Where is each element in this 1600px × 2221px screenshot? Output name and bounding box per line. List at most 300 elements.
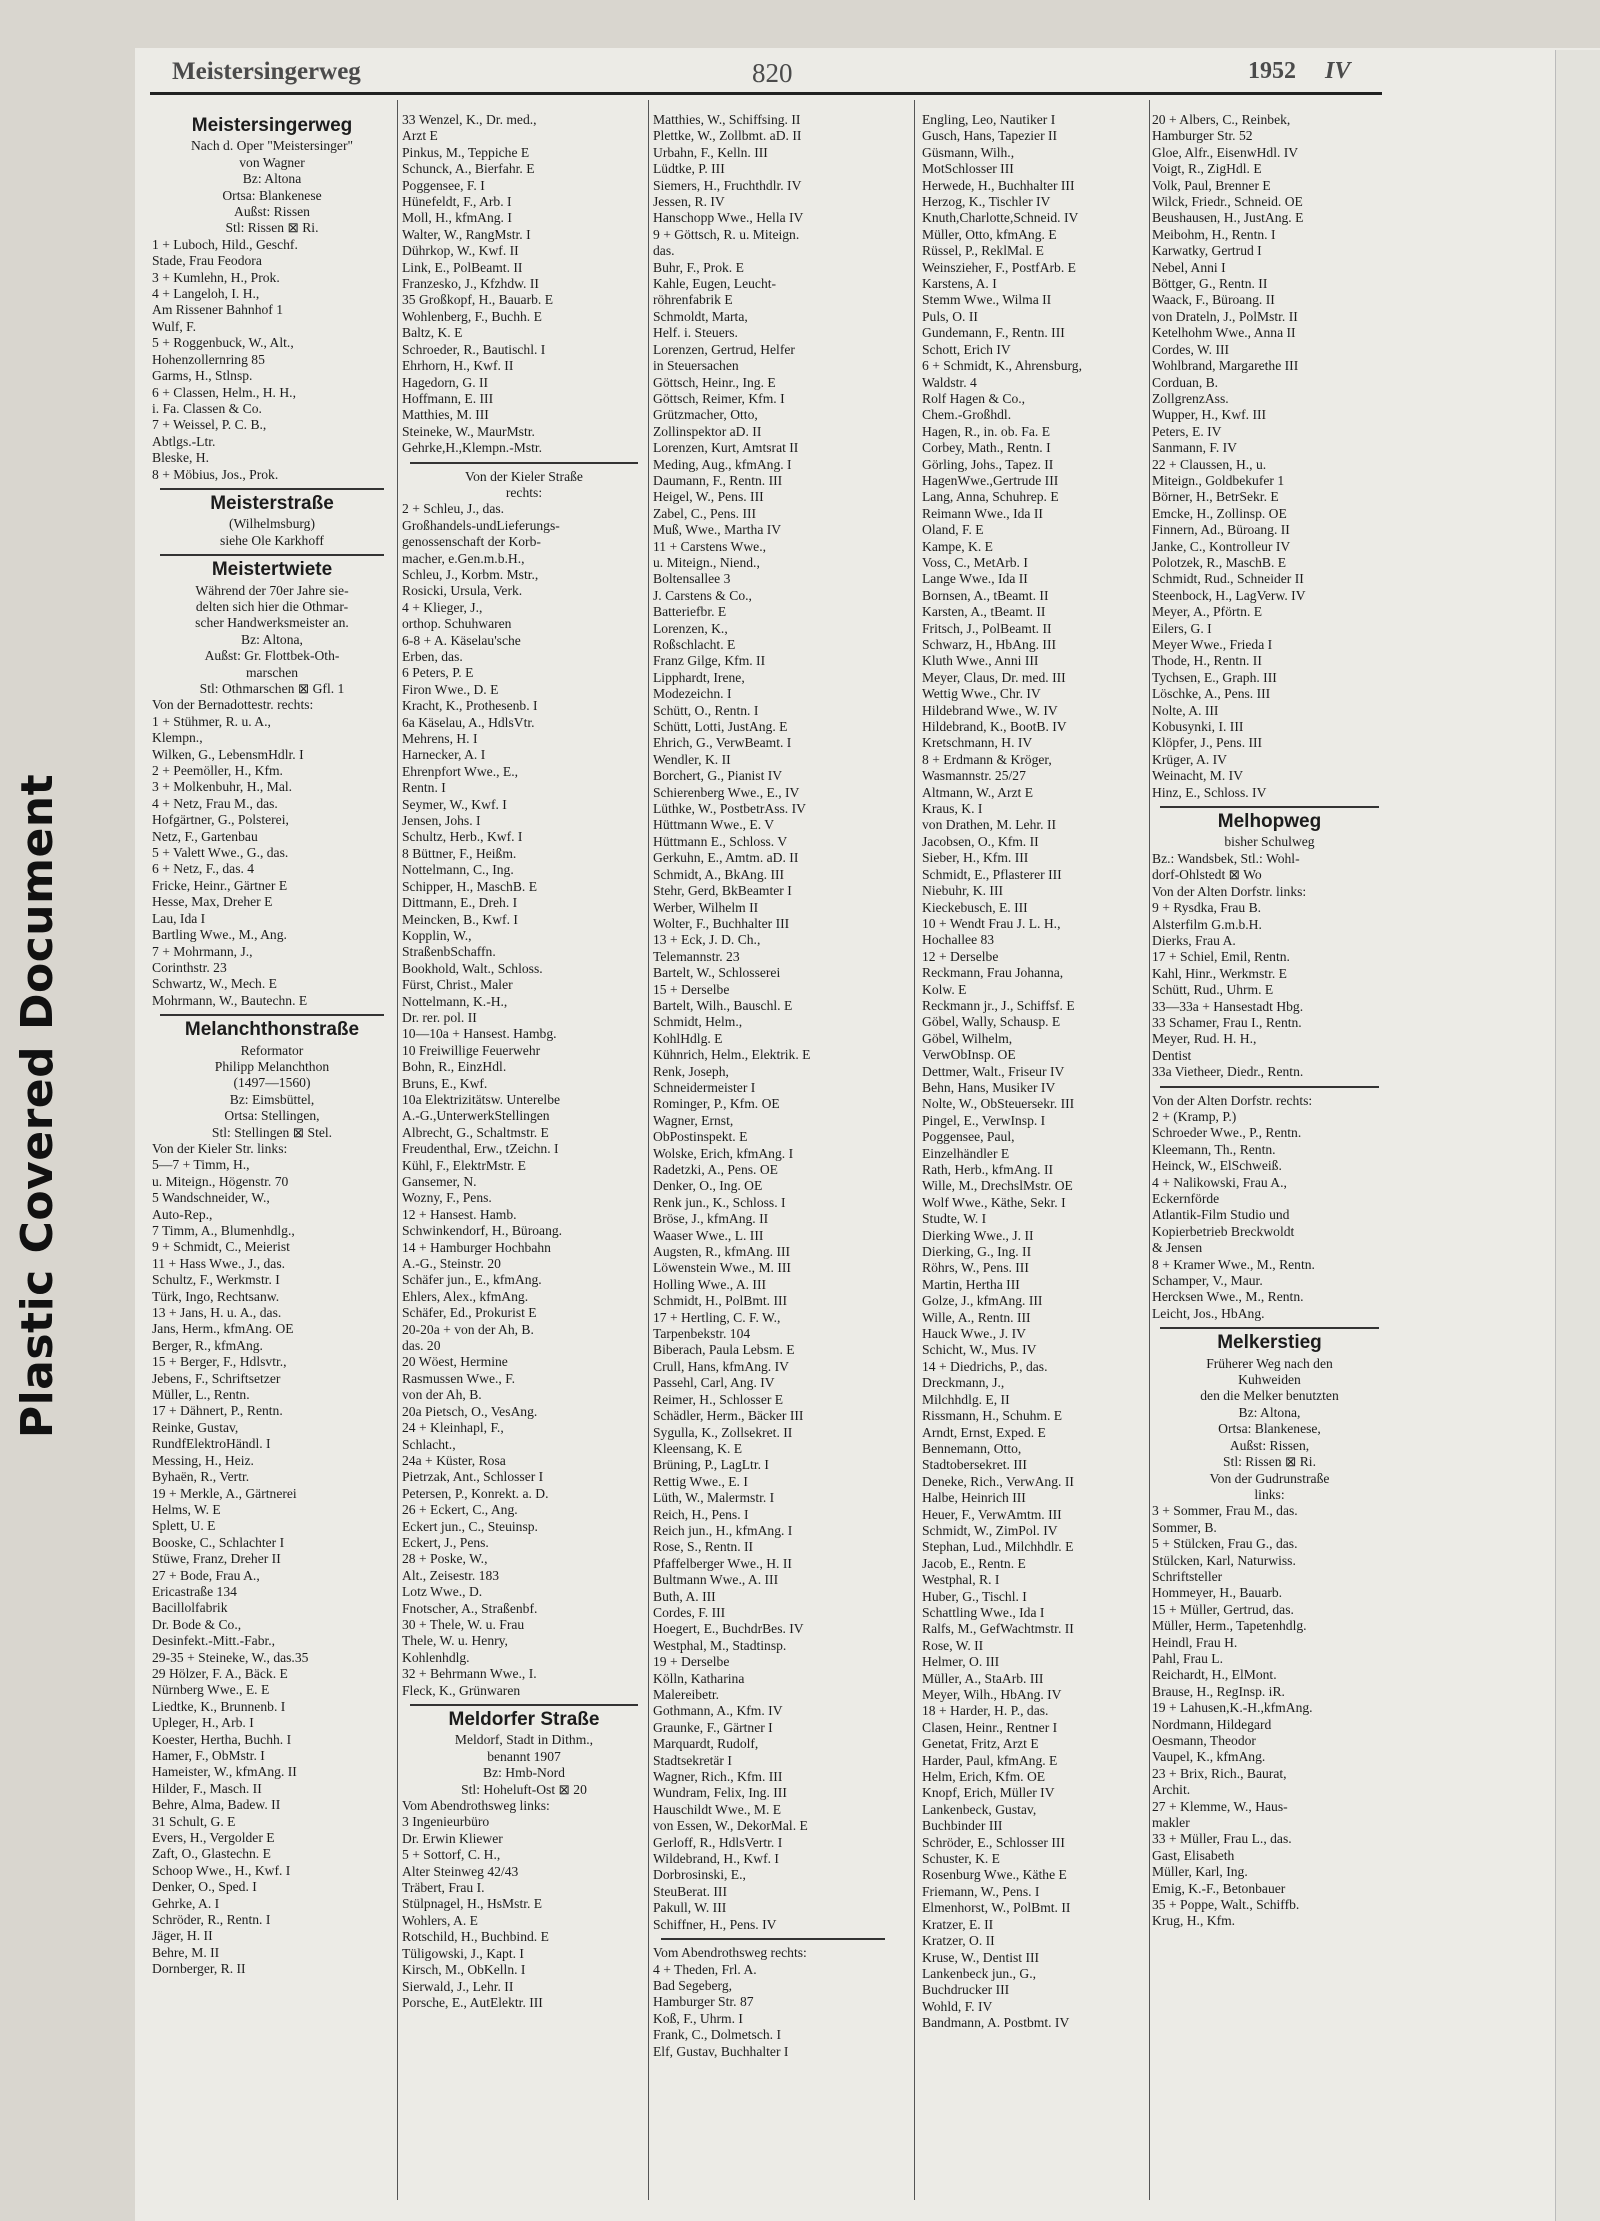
directory-entry: macher, e.Gen.m.b.H., <box>402 550 525 566</box>
directory-entry: Wille, M., DrechslMstr. OE <box>922 1178 1073 1194</box>
directory-entry: Rath, Herb., kfmAng. II <box>922 1162 1053 1177</box>
directory-entry: 19 + Merkle, A., Gärtnerei <box>152 1485 297 1501</box>
directory-entry: Göbel, Wally, Schausp. E <box>922 1014 1061 1030</box>
column-4 <box>922 112 1146 2202</box>
directory-entry: Gothmann, A., Kfm. IV <box>653 1703 783 1719</box>
directory-entry: Schmidt, A., BkAng. III <box>653 866 785 882</box>
directory-entry: Nottelmann, C., Ing. <box>402 862 514 878</box>
directory-entry: Cordes, F. III <box>653 1604 726 1620</box>
column-divider <box>397 100 398 2200</box>
directory-entry: 5 Wandschneider, W., <box>152 1190 270 1206</box>
directory-entry: RundfElektroHändl. I <box>152 1436 271 1452</box>
directory-entry: Meyer, Wilh., HbAng. IV <box>922 1687 1062 1702</box>
directory-entry: Hanschopp Wwe., Hella IV <box>653 210 804 226</box>
directory-entry: Müller, Karl, Ing. <box>1152 1864 1248 1880</box>
directory-entry: Reimann Wwe., Ida II <box>922 505 1043 521</box>
directory-entry: Hohenzollernring 85 <box>152 351 265 367</box>
directory-entry: Schädler, Herm., Bäcker III <box>653 1408 804 1424</box>
directory-entry: 9 + Göttsch, R. u. Miteign. <box>653 226 800 242</box>
directory-entry: Kahle, Eugen, Leucht- <box>653 276 777 292</box>
street-description: links: <box>1254 1486 1285 1502</box>
street-description: Bz: Altona, <box>1238 1404 1301 1420</box>
directory-entry: Heindl, Frau H. <box>1152 1634 1238 1650</box>
directory-entry: Am Rissener Bahnhof 1 <box>152 302 284 318</box>
directory-entry: Bleske, H. <box>152 450 210 466</box>
directory-entry: Wagner, Ernst, <box>653 1112 734 1128</box>
directory-entry: Kühnrich, Helm., Elektrik. E <box>653 1047 811 1063</box>
directory-entry: Westphal, M., Stadtinsp. <box>653 1637 787 1653</box>
directory-entry: Wohlbrand, Margarethe III <box>1152 358 1299 374</box>
directory-entry: Miteign., Goldbekufer 1 <box>1152 472 1285 488</box>
directory-entry: Behre, Alma, Badew. II <box>152 1797 281 1813</box>
directory-entry: Meding, Aug., kfmAng. I <box>653 456 792 472</box>
directory-entry: Steineke, W., MaurMstr. <box>402 423 535 439</box>
directory-entry: Wildebrand, H., Kwf. I <box>653 1851 779 1867</box>
street-heading: Meldorfer Straße <box>448 1709 600 1730</box>
directory-entry: Stülcken, Karl, Naturwiss. <box>1152 1552 1296 1568</box>
directory-entry: Wasmannstr. 25/27 <box>922 768 1026 784</box>
directory-entry: Gansemer, N. <box>402 1174 477 1189</box>
directory-entry: Waack, F., Büroang. II <box>1152 292 1275 308</box>
section-rule <box>160 488 384 490</box>
directory-entry: Rissmann, H., Schuhm. E <box>922 1408 1063 1424</box>
directory-entry: 6-8 + A. Käselau'sche <box>402 632 521 648</box>
directory-entry: Hünefeldt, F., Arb. I <box>402 194 512 210</box>
directory-entry: Pinkus, M., Teppiche E <box>402 144 530 160</box>
directory-entry: Roßschlacht. E <box>653 637 736 652</box>
directory-entry: Stüwe, Franz, Dreher II <box>152 1551 281 1567</box>
directory-entry: Hagedorn, G. II <box>402 374 489 390</box>
directory-entry: Jacobsen, O., Kfm. II <box>922 833 1039 849</box>
directory-entry: Nordmann, Hildegard <box>1152 1716 1272 1732</box>
directory-entry: Radetzki, A., Pens. OE <box>653 1162 778 1177</box>
directory-entry: Dierking, G., Ing. II <box>922 1244 1032 1260</box>
directory-entry: Nolte, A. III <box>1152 702 1219 718</box>
directory-entry: Schipper, H., MaschB. E <box>402 878 537 894</box>
directory-entry: Zaft, O., Glastechn. E <box>152 1846 271 1862</box>
directory-entry: Wendler, K. II <box>653 751 731 767</box>
directory-entry: 5—7 + Timm, H., <box>152 1157 250 1173</box>
street-description: Kuhweiden <box>1238 1372 1301 1388</box>
directory-entry: Sygulla, K., Zollsekret. II <box>653 1424 793 1440</box>
directory-entry: Marquardt, Rudolf, <box>653 1736 759 1752</box>
directory-entry: Urbahn, F., Kelln. III <box>653 144 768 160</box>
directory-entry: MotSchlosser III <box>922 161 1014 177</box>
directory-entry: Huber, G., Tischl. I <box>922 1588 1027 1604</box>
directory-entry: Hüttmann E., Schloss. V <box>653 833 788 849</box>
directory-entry: Dührkop, W., Kwf. II <box>402 243 519 259</box>
directory-entry: Heigel, W., Pens. III <box>653 489 764 505</box>
directory-entry: Helmer, O. III <box>922 1654 1000 1670</box>
directory-entry: Polotzek, R., MaschB. E <box>1152 554 1287 570</box>
directory-entry: 14 + Diedrichs, P., das. <box>922 1358 1048 1374</box>
directory-entry: Finnern, Ad., Büroang. II <box>1152 522 1290 538</box>
directory-entry: Lüthke, W., PostbetrAss. IV <box>653 801 806 817</box>
directory-entry: Schriftsteller <box>1152 1568 1223 1584</box>
section-rule <box>1160 1327 1379 1329</box>
directory-entry: Messing, H., Heiz. <box>152 1452 254 1468</box>
directory-entry: Baltz, K. E <box>402 325 463 341</box>
directory-entry: Jessen, R. IV <box>653 194 725 210</box>
directory-entry: Bartelt, W., Schlosserei <box>653 965 781 981</box>
directory-entry: Bröse, J., kfmAng. II <box>653 1211 769 1227</box>
directory-entry: Corinthstr. 23 <box>152 959 227 975</box>
directory-entry: Eilers, G. I <box>1152 620 1212 636</box>
directory-entry: Hauck Wwe., J. IV <box>922 1326 1026 1342</box>
directory-entry: Eckert jun., C., Steuinsp. <box>402 1518 538 1534</box>
directory-entry: Kohlenhdlg. <box>402 1649 470 1665</box>
directory-entry: 20a Pietsch, O., VesAng. <box>402 1403 538 1419</box>
directory-entry: 33a Vietheer, Diedr., Rentn. <box>1152 1064 1304 1080</box>
directory-entry: Sommer, B. <box>1152 1519 1217 1535</box>
directory-entry: Müller, L., Rentn. <box>152 1387 250 1403</box>
directory-entry: Peters, E. IV <box>1152 423 1222 439</box>
directory-entry: Schroeder Wwe., P., Rentn. <box>1152 1125 1302 1141</box>
directory-entry: 5 + Valett Wwe., G., das. <box>152 845 289 861</box>
directory-entry: Lau, Ida I <box>152 910 206 926</box>
directory-entry: 5 + Stülcken, Frau G., das. <box>1152 1536 1298 1552</box>
directory-entry: Gundemann, F., Rentn. III <box>922 325 1065 341</box>
directory-entry: 1 + Stühmer, R. u. A., <box>152 713 271 729</box>
directory-entry: Nottelmann, K.-H., <box>402 993 508 1009</box>
directory-entry: 9 + Rysdka, Frau B. <box>1152 900 1262 916</box>
directory-entry: Graunke, F., Gärtner I <box>653 1719 773 1735</box>
street-description: bisher Schulweg <box>1224 834 1315 850</box>
directory-entry: Lüdtke, P. III <box>653 161 725 177</box>
directory-entry: Knuth,Charlotte,Schneid. IV <box>922 210 1079 226</box>
directory-entry: 14 + Hamburger Hochbahn <box>402 1239 551 1255</box>
directory-entry: Hoffmann, E. III <box>402 390 494 406</box>
directory-entry: Pietrzak, Ant., Schlosser I <box>402 1469 544 1485</box>
directory-entry: Byhaën, R., Vertr. <box>152 1469 250 1485</box>
directory-entry: 13 + Eck, J. D. Ch., <box>653 932 761 948</box>
directory-entry: Borchert, G., Pianist IV <box>653 768 783 784</box>
directory-entry: Schäfer jun., E., kfmAng. <box>402 1272 542 1288</box>
directory-entry: 3 Ingenieurbüro <box>402 1814 490 1830</box>
directory-entry: Abtlgs.-Ltr. <box>152 433 216 449</box>
directory-entry: Großhandels-undLieferungs- <box>402 517 560 533</box>
directory-entry: Frank, C., Dolmetsch. I <box>653 2027 781 2043</box>
directory-entry: Porsche, E., AutElektr. III <box>402 1994 543 2010</box>
street-description: Bz: Altona, <box>241 631 303 647</box>
directory-entry: Mehrens, H. I <box>402 731 478 747</box>
directory-entry: 20 + Albers, C., Reinbek, <box>1152 112 1291 127</box>
directory-entry: Schierenberg Wwe., E., IV <box>653 784 800 800</box>
directory-entry: Halbe, Heinrich III <box>922 1490 1026 1506</box>
directory-entry: Siemers, H., Fruchthdlr. IV <box>653 177 802 193</box>
directory-entry: Hamburger Str. 87 <box>653 1994 754 2010</box>
directory-entry: ObPostinspekt. E <box>653 1129 748 1145</box>
directory-entry: Steenbock, H., LagVerw. IV <box>1152 587 1306 603</box>
directory-entry: Dierks, Frau A. <box>1152 932 1236 948</box>
directory-entry: Behn, Hans, Musiker IV <box>922 1079 1056 1095</box>
directory-entry: Fricke, Heinr., Gärtner E <box>152 877 288 893</box>
column-2 <box>402 112 646 2202</box>
street-description: siehe Ole Karkhoff <box>220 532 324 548</box>
directory-entry: Plettke, W., Zollbmt. aD. II <box>653 128 802 144</box>
directory-entry: Ketelhohm Wwe., Anna II <box>1152 325 1296 341</box>
directory-entry: Alter Steinweg 42/43 <box>402 1863 519 1879</box>
directory-entry: Türk, Ingo, Rechtsanw. <box>152 1288 280 1304</box>
directory-entry: Hamer, F., ObMstr. I <box>152 1748 265 1763</box>
directory-entry: 3 + Molkenbuhr, H., Mal. <box>152 779 293 795</box>
directory-entry: Petersen, P., Konrekt. a. D. <box>402 1485 549 1501</box>
directory-entry: 5 + Sottorf, C. H., <box>402 1847 501 1863</box>
directory-entry: Voigt, R., ZigHdl. E <box>1152 161 1262 177</box>
next-page-edge <box>1555 50 1600 2221</box>
directory-entry: Reich jun., H., kfmAng. I <box>653 1522 793 1538</box>
directory-entry: 33 Schamer, Frau I., Rentn. <box>1152 1014 1302 1030</box>
directory-entry: Reimer, H., Schlosser E <box>653 1391 784 1407</box>
directory-entry: Jacob, E., Rentn. E <box>922 1555 1026 1571</box>
directory-entry: Hauschildt Wwe., M. E <box>653 1801 782 1817</box>
directory-entry: Chem.-Großhdl. <box>922 407 1012 423</box>
section-rule <box>160 1014 384 1016</box>
directory-entry: Schütt, O., Rentn. I <box>653 702 759 718</box>
directory-entry: Lipphardt, Irene, <box>653 669 745 685</box>
directory-entry: von Drateln, J., PolMstr. II <box>1152 308 1298 324</box>
header-rule <box>150 92 1382 95</box>
directory-entry: Wagner, Rich., Kfm. III <box>653 1769 783 1785</box>
directory-entry: 2 + (Kramp, P.) <box>1152 1108 1237 1124</box>
directory-entry: Wilken, G., LebensmHdlr. I <box>152 746 304 762</box>
directory-entry: Daumann, F., Rentn. III <box>653 472 783 488</box>
directory-entry: Krug, H., Kfm. <box>1152 1913 1236 1929</box>
section-rule <box>1160 806 1379 808</box>
directory-entry: Buchbinder III <box>922 1818 1003 1834</box>
directory-entry: Elmenhorst, W., PolBmt. II <box>922 1900 1071 1916</box>
directory-entry: Bruns, E., Kwf. <box>402 1075 488 1091</box>
directory-entry: Franzesko, J., Kfzhdw. II <box>402 276 539 292</box>
directory-entry: Hofgärtner, G., Polsterei, <box>152 812 289 828</box>
directory-entry: Arndt, Ernst, Exped. E <box>922 1424 1046 1440</box>
directory-entry: das. <box>653 243 675 259</box>
street-description: Früherer Weg nach den <box>1206 1355 1333 1371</box>
street-description: delten sich hier die Othmar- <box>195 598 349 614</box>
directory-entry: 6 + Netz, F., das. 4 <box>152 861 255 877</box>
directory-entry: Puls, O. II <box>922 308 978 324</box>
directory-entry: 7 + Mohrmann, J., <box>152 943 253 959</box>
directory-entry: 8 + Erdmann & Kröger, <box>922 751 1052 767</box>
directory-entry: Auto-Rep., <box>152 1206 213 1222</box>
directory-entry: Martin, Hertha III <box>922 1276 1020 1292</box>
directory-entry: Gehrke,H.,Klempn.-Mstr. <box>402 440 543 456</box>
directory-entry: SteuBerat. III <box>653 1883 727 1899</box>
directory-entry: Jebens, F., Schriftsetzer <box>152 1370 281 1386</box>
directory-entry: das. 20 <box>402 1338 441 1354</box>
section-rule <box>410 462 638 464</box>
directory-entry: Niebuhr, K. III <box>922 883 1003 899</box>
column-1 <box>152 112 392 2202</box>
directory-entry: Gehrke, A. I <box>152 1895 220 1911</box>
directory-entry: Ehrhorn, H., Kwf. II <box>402 358 514 374</box>
directory-entry: Kratzer, O. II <box>922 1933 995 1949</box>
directory-entry: Atlantik-Film Studio und <box>1152 1207 1290 1223</box>
directory-entry: Voss, C., MetArb. I <box>922 554 1028 570</box>
directory-entry: 1 + Luboch, Hild., Geschf. <box>152 236 298 252</box>
directory-entry: Netz, F., Gartenbau <box>152 828 258 844</box>
directory-entry: Oesmann, Theodor <box>1152 1733 1256 1748</box>
directory-entry: Kretschmann, H. IV <box>922 735 1033 751</box>
directory-entry: Schwinkendorf, H., Büroang. <box>402 1223 563 1239</box>
directory-entry: Hildebrand Wwe., W. IV <box>922 702 1058 718</box>
directory-entry: Pakull, W. III <box>653 1900 727 1916</box>
directory-entry: Bartling Wwe., M., Ang. <box>152 927 287 943</box>
directory-entry: Schultz, F., Werkmstr. I <box>152 1272 280 1288</box>
directory-entry: Gloe, Alfr., EisenwHdl. IV <box>1152 144 1299 160</box>
directory-entry: Werber, Wilhelm II <box>653 899 759 915</box>
section-rule <box>661 1938 885 1940</box>
directory-entry: Lorenzen, Kurt, Amtsrat II <box>653 440 799 456</box>
directory-entry: Westphal, R. I <box>922 1572 1000 1588</box>
directory-entry: Tüligowski, J., Kapt. I <box>402 1945 524 1961</box>
directory-entry: von der Ah, B. <box>402 1387 482 1403</box>
directory-entry: Albrecht, G., Schaltmstr. E <box>402 1124 549 1140</box>
directory-entry: 23 + Brix, Rich., Baurat, <box>1152 1765 1287 1781</box>
directory-entry: 12 + Derselbe <box>922 948 999 964</box>
directory-entry: Rettig Wwe., E. I <box>653 1473 748 1489</box>
directory-entry: Kahl, Hinr., Werkmstr. E <box>1152 965 1287 981</box>
street-description: Außst: Rissen, <box>1229 1437 1310 1453</box>
directory-entry: orthop. Schuhwaren <box>402 616 512 632</box>
directory-entry: Klöpfer, J., Pens. III <box>1152 735 1263 751</box>
directory-entry: Nürnberg Wwe., E. E <box>152 1682 270 1698</box>
directory-entry: Gerloff, R., HdlsVertr. I <box>653 1834 783 1850</box>
directory-entry: Bacillolfabrik <box>152 1600 228 1616</box>
street-description: Von der Kieler Straße <box>465 468 583 484</box>
directory-entry: Gusch, Hans, Tapezier II <box>922 128 1058 144</box>
directory-entry: 19 + Derselbe <box>653 1654 730 1670</box>
directory-entry: Kluth Wwe., Anni III <box>922 653 1039 669</box>
directory-entry: Buhr, F., Prok. E <box>653 259 744 275</box>
directory-entry: Fürst, Christ., Maler <box>402 977 513 993</box>
directory-entry: Buth, A. III <box>653 1588 716 1604</box>
directory-entry: Arzt E <box>402 128 438 144</box>
directory-entry: Liedtke, K., Brunnenb. I <box>152 1698 286 1714</box>
directory-entry: 4 + Nalikowski, Frau A., <box>1152 1174 1287 1190</box>
directory-entry: Wohlenberg, F., Buchh. E <box>402 308 542 324</box>
directory-entry: Firon Wwe., D. E <box>402 681 499 697</box>
directory-entry: Schmidt, W., ZimPol. IV <box>922 1522 1058 1538</box>
directory-entry: Rosicki, Ursula, Verk. <box>402 583 523 599</box>
directory-entry: Waldstr. 4 <box>922 374 977 390</box>
directory-entry: Jans, Herm., kfmAng. OE <box>152 1321 294 1337</box>
directory-entry: Emig, K.-F., Betonbauer <box>1152 1880 1286 1896</box>
directory-entry: Görling, Johs., Tapez. II <box>922 456 1054 472</box>
directory-entry: Rosenburg Wwe., Käthe E <box>922 1867 1067 1883</box>
directory-entry: Von der Alten Dorfstr. rechts: <box>1152 1092 1313 1108</box>
directory-entry: Renk jun., K., Schloss. I <box>653 1194 786 1210</box>
directory-entry: Zabel, C., Pens. III <box>653 505 757 521</box>
directory-entry: Koß, F., Uhrm. I <box>653 2010 743 2026</box>
directory-entry: Engling, Leo, Nautiker I <box>922 112 1056 127</box>
directory-entry: Pingel, E., VerwInsp. I <box>922 1112 1046 1128</box>
directory-entry: Hesse, Max, Dreher E <box>152 894 273 910</box>
directory-entry: Kleensang, K. E <box>653 1440 743 1456</box>
directory-entry: Reich, H., Pens. I <box>653 1506 749 1522</box>
directory-entry: Ericastraße 134 <box>152 1583 237 1599</box>
directory-entry: 3 + Sommer, Frau M., das. <box>1152 1503 1298 1519</box>
directory-entry: Schuster, K. E <box>922 1851 1000 1867</box>
directory-entry: Desinfekt.-Mitt.-Fabr., <box>152 1633 276 1649</box>
directory-entry: Garms, H., Stlnsp. <box>152 368 253 384</box>
directory-entry: 15 + Müller, Gertrud, das. <box>1152 1601 1294 1617</box>
directory-entry: Cordes, W. III <box>1152 341 1230 357</box>
directory-entry: Moll, H., kfmAng. I <box>402 210 512 226</box>
directory-entry: Poggensee, F. I <box>402 177 485 193</box>
directory-entry: Kampe, K. E <box>922 538 993 554</box>
directory-entry: Stehr, Gerd, BkBeamter I <box>653 883 792 899</box>
directory-entry: Telemannstr. 23 <box>653 948 740 964</box>
directory-entry: Archit. <box>1152 1782 1191 1798</box>
directory-entry: Hamburger Str. 52 <box>1152 128 1253 144</box>
directory-entry: Schütt, Rud., Uhrm. E <box>1152 982 1274 998</box>
directory-entry: Schiffner, H., Pens. IV <box>653 1916 777 1932</box>
directory-entry: Biberach, Paula Lebsm. E <box>653 1342 795 1358</box>
directory-entry: Bandmann, A. Postbmt. IV <box>922 2015 1070 2031</box>
directory-entry: 19 + Lahusen,K.-H.,kfmAng. <box>1152 1700 1313 1716</box>
directory-entry: 10 + Wendt Frau J. L. H., <box>922 915 1061 931</box>
directory-entry: 33 Wenzel, K., Dr. med., <box>402 112 537 127</box>
directory-entry: Lotz Wwe., D. <box>402 1584 483 1600</box>
directory-entry: Dorbrosinski, E., <box>653 1867 746 1883</box>
directory-entry: Denker, O., Ing. OE <box>653 1178 763 1194</box>
column-3 <box>653 112 893 2202</box>
directory-entry: 31 Schult, G. E <box>152 1813 236 1829</box>
directory-entry: Oland, F. E <box>922 522 984 538</box>
directory-entry: Rose, W. II <box>922 1637 984 1653</box>
directory-entry: Emcke, H., Zollinsp. OE <box>1152 505 1287 521</box>
street-heading: Melkerstieg <box>1217 1332 1322 1354</box>
side-label: Plastic Covered Document <box>12 773 63 1439</box>
directory-entry: 7 + Weissel, P. C. B., <box>152 417 267 433</box>
directory-entry: Ralfs, M., GefWachtmstr. II <box>922 1621 1074 1637</box>
directory-entry: Stade, Frau Feodora <box>152 253 262 269</box>
directory-entry: Einzelhändler E <box>922 1145 1010 1161</box>
directory-entry: Seymer, W., Kwf. I <box>402 796 507 812</box>
directory-entry: 30 + Thele, W. u. Frau <box>402 1616 525 1632</box>
directory-entry: Kieckebusch, E. III <box>922 899 1028 915</box>
directory-entry: Pfaffelberger Wwe., H. II <box>653 1555 792 1571</box>
directory-entry: Ehrenpfort Wwe., E., <box>402 763 519 779</box>
street-description: Reformator <box>240 1042 304 1058</box>
directory-entry: 18 + Harder, H. P., das. <box>922 1703 1049 1719</box>
directory-entry: Von der Alten Dorfstr. links: <box>1152 883 1307 899</box>
directory-entry: Kolw. E <box>922 981 967 997</box>
directory-entry: Deneke, Rich., VerwAng. II <box>922 1473 1074 1489</box>
directory-entry: Brause, H., RegInsp. iR. <box>1152 1683 1285 1699</box>
directory-entry: Rominger, P., Kfm. OE <box>653 1096 780 1112</box>
directory-entry: Röhrs, W., Pens. III <box>922 1260 1029 1276</box>
directory-entry: Schoop Wwe., H., Kwf. I <box>152 1862 291 1878</box>
directory-entry: Schröder, E., Schlosser III <box>922 1834 1065 1850</box>
directory-entry: Kölln, Katharina <box>653 1670 745 1686</box>
directory-entry: Malereibetr. <box>653 1687 720 1702</box>
street-description: Außst: Rissen <box>234 204 310 220</box>
directory-entry: u. Miteign., Högenstr. 70 <box>152 1173 289 1189</box>
directory-entry: Bohn, R., EinzHdl. <box>402 1059 507 1075</box>
street-description: Während der 70er Jahre sie- <box>195 582 349 598</box>
directory-entry: Kraus, K. I <box>922 801 983 817</box>
directory-entry: Friemann, W., Pens. I <box>922 1883 1040 1899</box>
directory-entry: Hilder, F., Masch. II <box>152 1780 262 1796</box>
directory-entry: Schamper, V., Maur. <box>1152 1273 1263 1289</box>
street-description: rechts: <box>505 484 543 500</box>
directory-entry: Wolske, Erich, kfmAng. I <box>653 1145 794 1161</box>
directory-entry: Evers, H., Vergolder E <box>152 1830 275 1846</box>
directory-entry: Franz Gilge, Kfm. II <box>653 653 766 669</box>
directory-entry: 7 Timm, A., Blumenhdlg., <box>152 1223 295 1238</box>
